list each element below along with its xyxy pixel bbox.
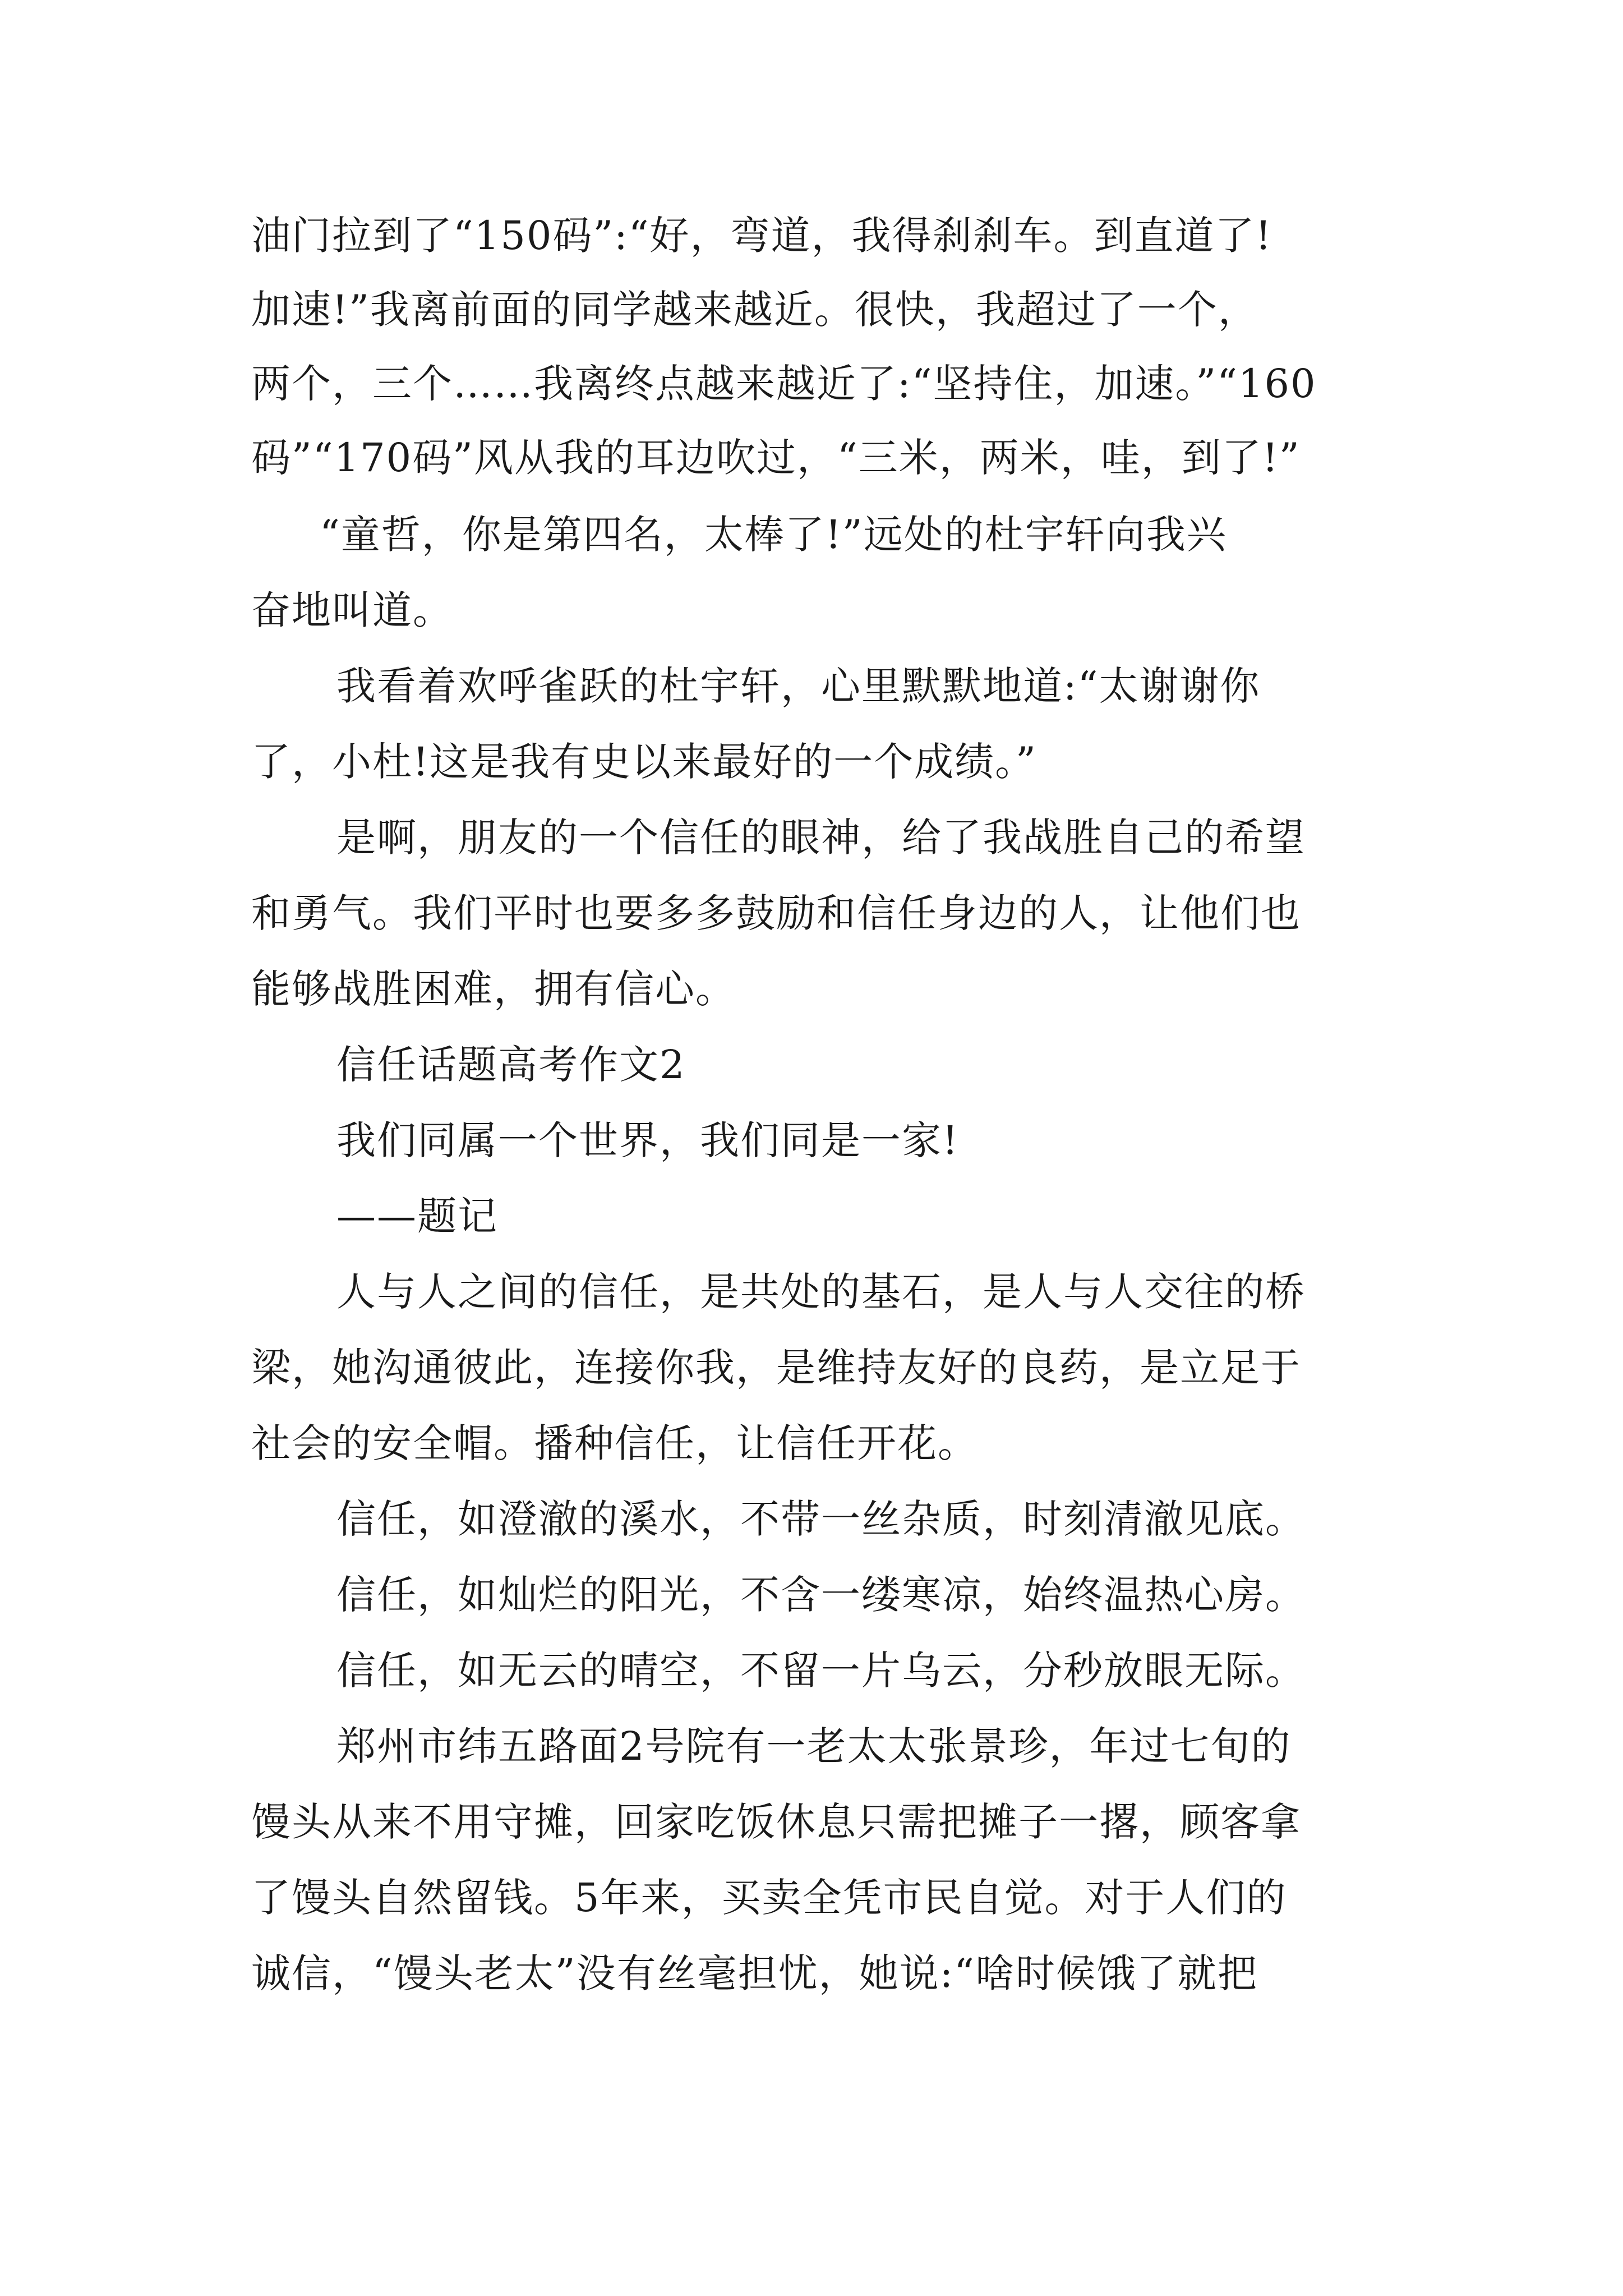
text-line-6: 奋地叫道。 xyxy=(251,587,453,633)
text-line-9: 是啊，朋友的一个信任的眼神，给了我战胜自己的希望 xyxy=(336,815,1306,861)
text-line-3: 两个，三个……我离终点越来越近了:“坚持住，加速。”“160 xyxy=(251,361,1317,407)
text-line-7: 我看着欢呼雀跃的杜宇轩，心里默默地道:“太谢谢你 xyxy=(336,663,1261,709)
text-line-5: “童哲，你是第四名，太棒了!”远处的杜宇轩向我兴 xyxy=(320,512,1227,558)
epigraph: 我们同属一个世界，我们同是一家! xyxy=(336,1117,960,1163)
text-line-16: 梁，她沟通彼此，连接你我，是维持友好的良药，是立足于 xyxy=(251,1345,1301,1391)
text-line-10: 和勇气。我们平时也要多多鼓励和信任身边的人，让他们也 xyxy=(251,890,1301,936)
text-line-22: 馒头从来不用守摊，回家吃饭休息只需把摊子一撂，顾客拿 xyxy=(251,1799,1301,1845)
epigraph-attribution: ——题记 xyxy=(336,1193,498,1239)
text-line-15: 人与人之间的信任，是共处的基石，是人与人交往的桥 xyxy=(336,1269,1306,1315)
text-line-20: 信任，如无云的晴空，不留一片乌云，分秒放眼无际。 xyxy=(336,1648,1306,1694)
text-line-17: 社会的安全帽。播种信任，让信任开花。 xyxy=(251,1420,978,1466)
text-line-1: 油门拉到了“150码”:“好，弯道，我得刹刹车。到直道了! xyxy=(251,213,1272,259)
text-line-24: 诚信，“馒头老太”没有丝毫担忧，她说:“啥时候饿了就把 xyxy=(251,1950,1258,1996)
text-line-18: 信任，如澄澈的溪水，不带一丝杂质，时刻清澈见底。 xyxy=(336,1496,1306,1542)
text-line-19: 信任，如灿烂的阳光，不含一缕寒凉，始终温热心房。 xyxy=(336,1572,1306,1618)
text-line-23: 了馒头自然留钱。5年来，买卖全凭市民自觉。对于人们的 xyxy=(251,1875,1287,1921)
section-title: 信任话题高考作文2 xyxy=(336,1042,686,1088)
text-line-11: 能够战胜困难，拥有信心。 xyxy=(251,966,736,1012)
text-line-4: 码”“170码”风从我的耳边吹过，“三米，两米，哇，到了!” xyxy=(251,435,1301,481)
text-line-21: 郑州市纬五路面2号院有一老太太张景珍，年过七旬的 xyxy=(336,1723,1292,1769)
text-line-8: 了，小杜!这是我有史以来最好的一个成绩。” xyxy=(251,739,1037,785)
text-line-2: 加速!”我离前面的同学越来越近。很快，我超过了一个， xyxy=(251,287,1258,333)
